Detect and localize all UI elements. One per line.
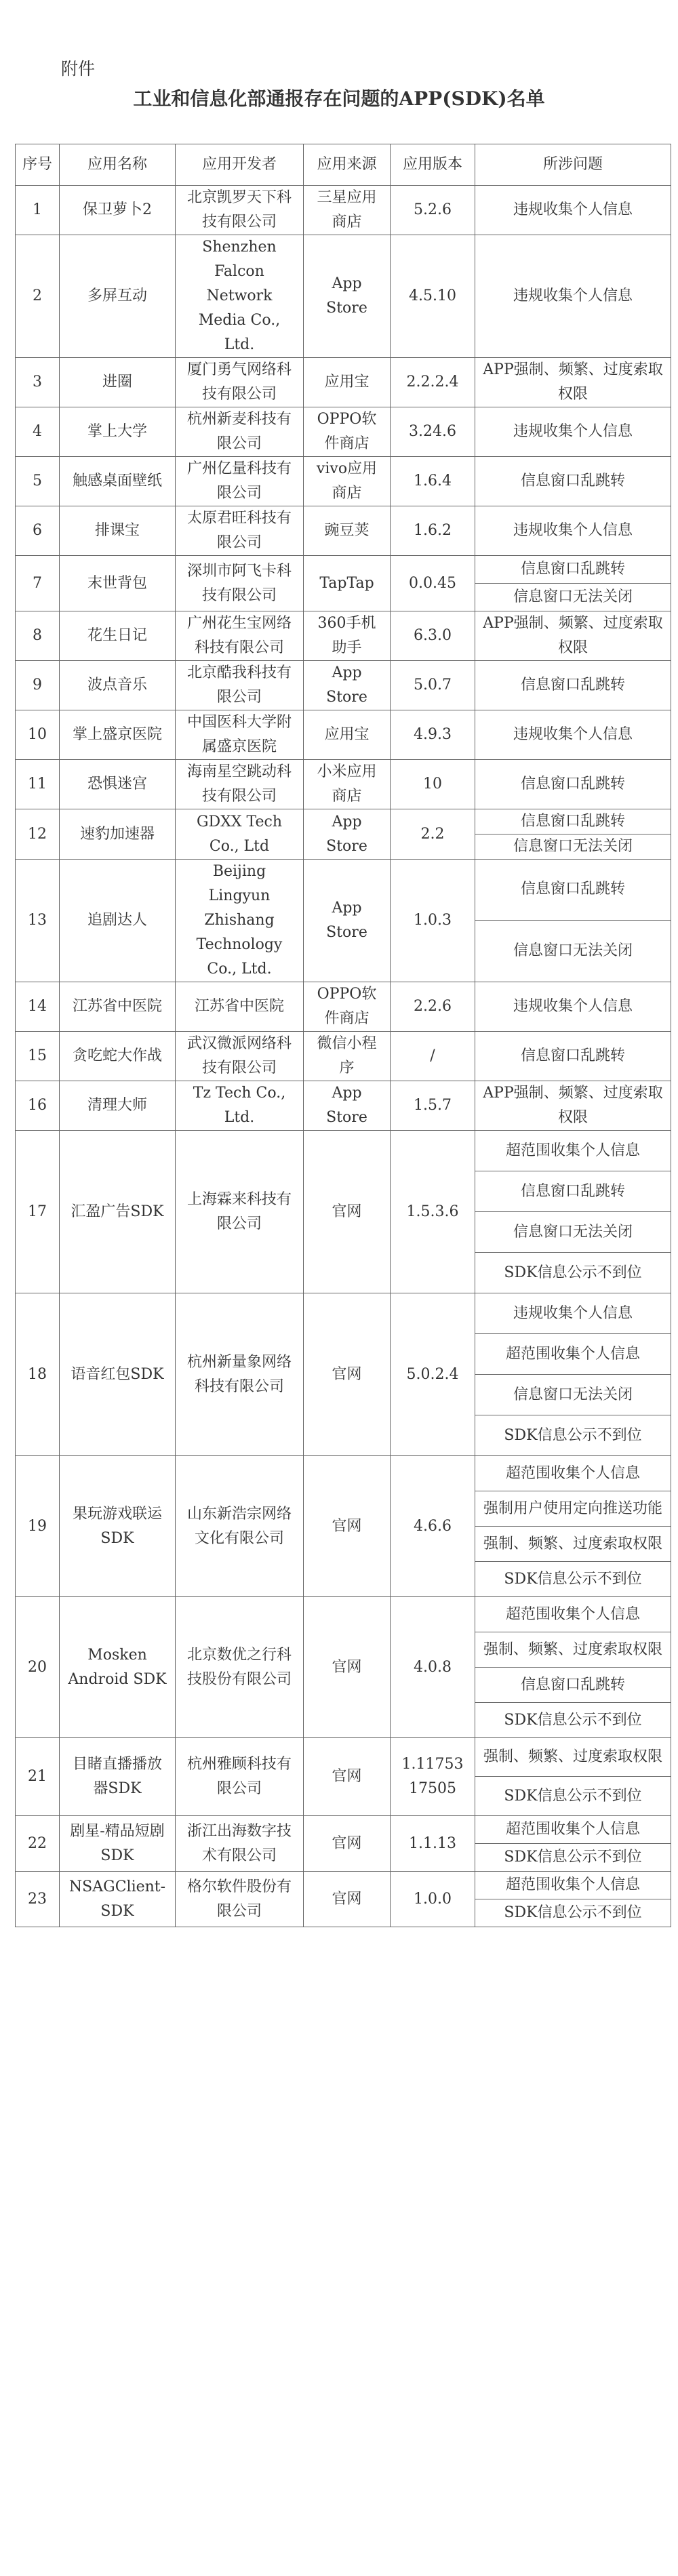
cell-version: 4.5.10: [391, 235, 475, 358]
cell-developer: 上海霖来科技有限公司: [176, 1131, 304, 1293]
cell-issue: SDK信息公示不到位: [475, 1777, 671, 1816]
cell-no: 1: [16, 186, 60, 235]
cell-source: App Store: [304, 661, 391, 710]
table-row: [16, 661, 671, 710]
cell-no: 9: [16, 661, 60, 710]
cell-no: 6: [16, 506, 60, 556]
cell-source: 官网: [304, 1816, 391, 1872]
cell-no: 20: [16, 1597, 60, 1738]
cell-no: 15: [16, 1032, 60, 1081]
cell-developer: 山东新浩宗网络文化有限公司: [176, 1456, 304, 1597]
table-header-row: [16, 144, 671, 186]
cell-issue: 违规收集个人信息: [475, 1293, 671, 1334]
table-row: [16, 809, 671, 834]
cell-app-name: 保卫萝卜2: [60, 186, 176, 235]
table-row: [16, 710, 671, 760]
cell-source: 360手机助手: [304, 611, 391, 661]
table-row: [16, 1293, 671, 1334]
cell-version: 4.6.6: [391, 1456, 475, 1597]
cell-source: 豌豆荚: [304, 506, 391, 556]
cell-source: 三星应用商店: [304, 186, 391, 235]
cell-issue: 信息窗口乱跳转: [475, 556, 671, 584]
table-row: [16, 1131, 671, 1171]
cell-version: 2.2: [391, 809, 475, 860]
cell-no: 7: [16, 556, 60, 611]
cell-version: 1.5.7: [391, 1081, 475, 1131]
cell-issue: 信息窗口乱跳转: [475, 457, 671, 506]
table-row: [16, 457, 671, 506]
cell-issue: 超范围收集个人信息: [475, 1597, 671, 1632]
cell-no: 4: [16, 407, 60, 457]
cell-source: 官网: [304, 1131, 391, 1293]
cell-issue: 超范围收集个人信息: [475, 1334, 671, 1375]
cell-source: 应用宝: [304, 710, 391, 760]
cell-developer: 广州花生宝网络科技有限公司: [176, 611, 304, 661]
cell-issue: 信息窗口无法关闭: [475, 1375, 671, 1415]
header-developer: 应用开发者: [176, 144, 304, 186]
cell-no: 21: [16, 1738, 60, 1816]
cell-version: 10: [391, 760, 475, 809]
cell-app-name: 汇盈广告SDK: [60, 1131, 176, 1293]
cell-version: 5.0.7: [391, 661, 475, 710]
table-row: [16, 1032, 671, 1081]
cell-version: 4.9.3: [391, 710, 475, 760]
cell-source: 小米应用商店: [304, 760, 391, 809]
cell-version: 2.2.2.4: [391, 358, 475, 407]
cell-source: 应用宝: [304, 358, 391, 407]
cell-source: App Store: [304, 860, 391, 982]
cell-developer: Beijing Lingyun Zhishang Technology Co., Ltd.: [176, 860, 304, 982]
cell-developer: 杭州新量象网络科技有限公司: [176, 1293, 304, 1456]
cell-issue: SDK信息公示不到位: [475, 1562, 671, 1597]
table-row: [16, 1456, 671, 1491]
cell-no: 8: [16, 611, 60, 661]
cell-developer: 江苏省中医院: [176, 982, 304, 1032]
app-list-table: [15, 144, 671, 1927]
table-row: [16, 860, 671, 921]
cell-issue: 信息窗口无法关闭: [475, 920, 671, 982]
cell-issue: 信息窗口乱跳转: [475, 1668, 671, 1703]
table-row: [16, 235, 671, 358]
table-row: [16, 1816, 671, 1844]
cell-source: OPPO软件商店: [304, 982, 391, 1032]
cell-issue: 信息窗口乱跳转: [475, 1032, 671, 1081]
cell-source: App Store: [304, 235, 391, 358]
table-body: [16, 186, 671, 1927]
cell-version: 2.2.6: [391, 982, 475, 1032]
cell-app-name: 末世背包: [60, 556, 176, 611]
table-row: [16, 1081, 671, 1131]
table-row: [16, 760, 671, 809]
cell-issue: 强制用户使用定向推送功能: [475, 1491, 671, 1527]
cell-issue: 信息窗口乱跳转: [475, 860, 671, 921]
cell-app-name: 目睹直播播放器SDK: [60, 1738, 176, 1816]
cell-app-name: NSAGClient-SDK: [60, 1872, 176, 1927]
cell-issue: 违规收集个人信息: [475, 235, 671, 358]
cell-developer: Tz Tech Co., Ltd.: [176, 1081, 304, 1131]
cell-no: 10: [16, 710, 60, 760]
cell-issue: 强制、频繁、过度索取权限: [475, 1527, 671, 1562]
cell-app-name: 花生日记: [60, 611, 176, 661]
cell-version: 1.6.4: [391, 457, 475, 506]
cell-issue: 超范围收集个人信息: [475, 1816, 671, 1844]
cell-developer: 格尔软件股份有限公司: [176, 1872, 304, 1927]
cell-app-name: 清理大师: [60, 1081, 176, 1131]
header-no: 序号: [16, 144, 60, 186]
cell-issue: 超范围收集个人信息: [475, 1131, 671, 1171]
cell-source: OPPO软件商店: [304, 407, 391, 457]
cell-issue: 违规收集个人信息: [475, 506, 671, 556]
cell-developer: 浙江出海数字技术有限公司: [176, 1816, 304, 1872]
cell-issue: 违规收集个人信息: [475, 710, 671, 760]
cell-source: 官网: [304, 1738, 391, 1816]
cell-source: 官网: [304, 1293, 391, 1456]
cell-developer: 广州亿量科技有限公司: [176, 457, 304, 506]
header-source: 应用来源: [304, 144, 391, 186]
cell-issue: SDK信息公示不到位: [475, 1253, 671, 1293]
table-row: [16, 1597, 671, 1632]
cell-no: 19: [16, 1456, 60, 1597]
cell-app-name: 波点音乐: [60, 661, 176, 710]
cell-no: 3: [16, 358, 60, 407]
cell-source: App Store: [304, 809, 391, 860]
cell-issue: 信息窗口乱跳转: [475, 809, 671, 834]
cell-version: 1.6.2: [391, 506, 475, 556]
cell-issue: 违规收集个人信息: [475, 982, 671, 1032]
cell-app-name: 排课宝: [60, 506, 176, 556]
table-row: [16, 611, 671, 661]
cell-issue: SDK信息公示不到位: [475, 1415, 671, 1456]
cell-issue: APP强制、频繁、过度索取权限: [475, 1081, 671, 1131]
cell-no: 14: [16, 982, 60, 1032]
cell-issue: 信息窗口乱跳转: [475, 760, 671, 809]
cell-issue: 信息窗口无法关闭: [475, 1212, 671, 1253]
cell-issue: 违规收集个人信息: [475, 186, 671, 235]
cell-developer: Shenzhen Falcon Network Media Co., Ltd.: [176, 235, 304, 358]
cell-issue: 超范围收集个人信息: [475, 1456, 671, 1491]
cell-issue: 违规收集个人信息: [475, 407, 671, 457]
cell-version: 3.24.6: [391, 407, 475, 457]
cell-version: 6.3.0: [391, 611, 475, 661]
cell-developer: GDXX Tech Co., Ltd: [176, 809, 304, 860]
cell-app-name: 触感桌面壁纸: [60, 457, 176, 506]
cell-version: 1.0.3: [391, 860, 475, 982]
cell-no: 23: [16, 1872, 60, 1927]
cell-source: 官网: [304, 1456, 391, 1597]
header-app-name: 应用名称: [60, 144, 176, 186]
page-title: 工业和信息化部通报存在问题的APP(SDK)名单: [133, 87, 545, 110]
cell-developer: 杭州新麦科技有限公司: [176, 407, 304, 457]
cell-source: 官网: [304, 1597, 391, 1738]
cell-no: 12: [16, 809, 60, 860]
cell-no: 13: [16, 860, 60, 982]
cell-no: 11: [16, 760, 60, 809]
cell-developer: 中国医科大学附属盛京医院: [176, 710, 304, 760]
cell-no: 22: [16, 1816, 60, 1872]
cell-version: 1.1175317505: [391, 1738, 475, 1816]
cell-issue: 信息窗口无法关闭: [475, 584, 671, 611]
cell-app-name: 语音红包SDK: [60, 1293, 176, 1456]
cell-app-name: 进圈: [60, 358, 176, 407]
cell-app-name: 追剧达人: [60, 860, 176, 982]
cell-issue: 信息窗口乱跳转: [475, 661, 671, 710]
cell-app-name: 剧星-精品短剧SDK: [60, 1816, 176, 1872]
cell-version: 4.0.8: [391, 1597, 475, 1738]
cell-no: 18: [16, 1293, 60, 1456]
cell-developer: 杭州雅顾科技有限公司: [176, 1738, 304, 1816]
cell-issue: SDK信息公示不到位: [475, 1703, 671, 1738]
cell-issue: SDK信息公示不到位: [475, 1844, 671, 1872]
table-row: [16, 556, 671, 584]
table-row: [16, 358, 671, 407]
cell-version: 0.0.45: [391, 556, 475, 611]
cell-version: 5.2.6: [391, 186, 475, 235]
cell-version: 1.1.13: [391, 1816, 475, 1872]
cell-app-name: 掌上大学: [60, 407, 176, 457]
cell-developer: 太原君旺科技有限公司: [176, 506, 304, 556]
table-row: [16, 982, 671, 1032]
cell-version: 5.0.2.4: [391, 1293, 475, 1456]
table-row: [16, 506, 671, 556]
table-row: [16, 1872, 671, 1899]
cell-app-name: 江苏省中医院: [60, 982, 176, 1032]
header-version: 应用版本: [391, 144, 475, 186]
cell-issue: 超范围收集个人信息: [475, 1872, 671, 1899]
cell-issue: 信息窗口无法关闭: [475, 834, 671, 860]
cell-app-name: 速豹加速器: [60, 809, 176, 860]
cell-issue: APP强制、频繁、过度索取权限: [475, 358, 671, 407]
cell-issue: SDK信息公示不到位: [475, 1899, 671, 1927]
cell-source: vivo应用商店: [304, 457, 391, 506]
cell-issue: 强制、频繁、过度索取权限: [475, 1632, 671, 1668]
cell-version: 1.0.0: [391, 1872, 475, 1927]
table-row: [16, 186, 671, 235]
cell-developer: 北京凯罗天下科技有限公司: [176, 186, 304, 235]
cell-developer: 厦门勇气网络科技有限公司: [176, 358, 304, 407]
cell-app-name: 贪吃蛇大作战: [60, 1032, 176, 1081]
cell-no: 17: [16, 1131, 60, 1293]
cell-app-name: 果玩游戏联运SDK: [60, 1456, 176, 1597]
cell-app-name: Mosken Android SDK: [60, 1597, 176, 1738]
cell-no: 5: [16, 457, 60, 506]
cell-issue: 强制、频繁、过度索取权限: [475, 1738, 671, 1777]
cell-version: 1.5.3.6: [391, 1131, 475, 1293]
cell-no: 2: [16, 235, 60, 358]
cell-developer: 北京数优之行科技股份有限公司: [176, 1597, 304, 1738]
cell-source: App Store: [304, 1081, 391, 1131]
cell-source: 微信小程序: [304, 1032, 391, 1081]
cell-developer: 武汉微派网络科技有限公司: [176, 1032, 304, 1081]
attachment-label: 附件: [61, 59, 96, 79]
header-issues: 所涉问题: [475, 144, 671, 186]
table-row: [16, 407, 671, 457]
cell-developer: 海南星空跳动科技有限公司: [176, 760, 304, 809]
cell-app-name: 掌上盛京医院: [60, 710, 176, 760]
cell-version: /: [391, 1032, 475, 1081]
cell-source: 官网: [304, 1872, 391, 1927]
cell-app-name: 恐惧迷宫: [60, 760, 176, 809]
cell-developer: 深圳市阿飞卡科技有限公司: [176, 556, 304, 611]
table-row: [16, 1738, 671, 1777]
cell-issue: APP强制、频繁、过度索取权限: [475, 611, 671, 661]
cell-source: TapTap: [304, 556, 391, 611]
cell-issue: 信息窗口乱跳转: [475, 1171, 671, 1212]
cell-no: 16: [16, 1081, 60, 1131]
cell-app-name: 多屏互动: [60, 235, 176, 358]
cell-developer: 北京酷我科技有限公司: [176, 661, 304, 710]
